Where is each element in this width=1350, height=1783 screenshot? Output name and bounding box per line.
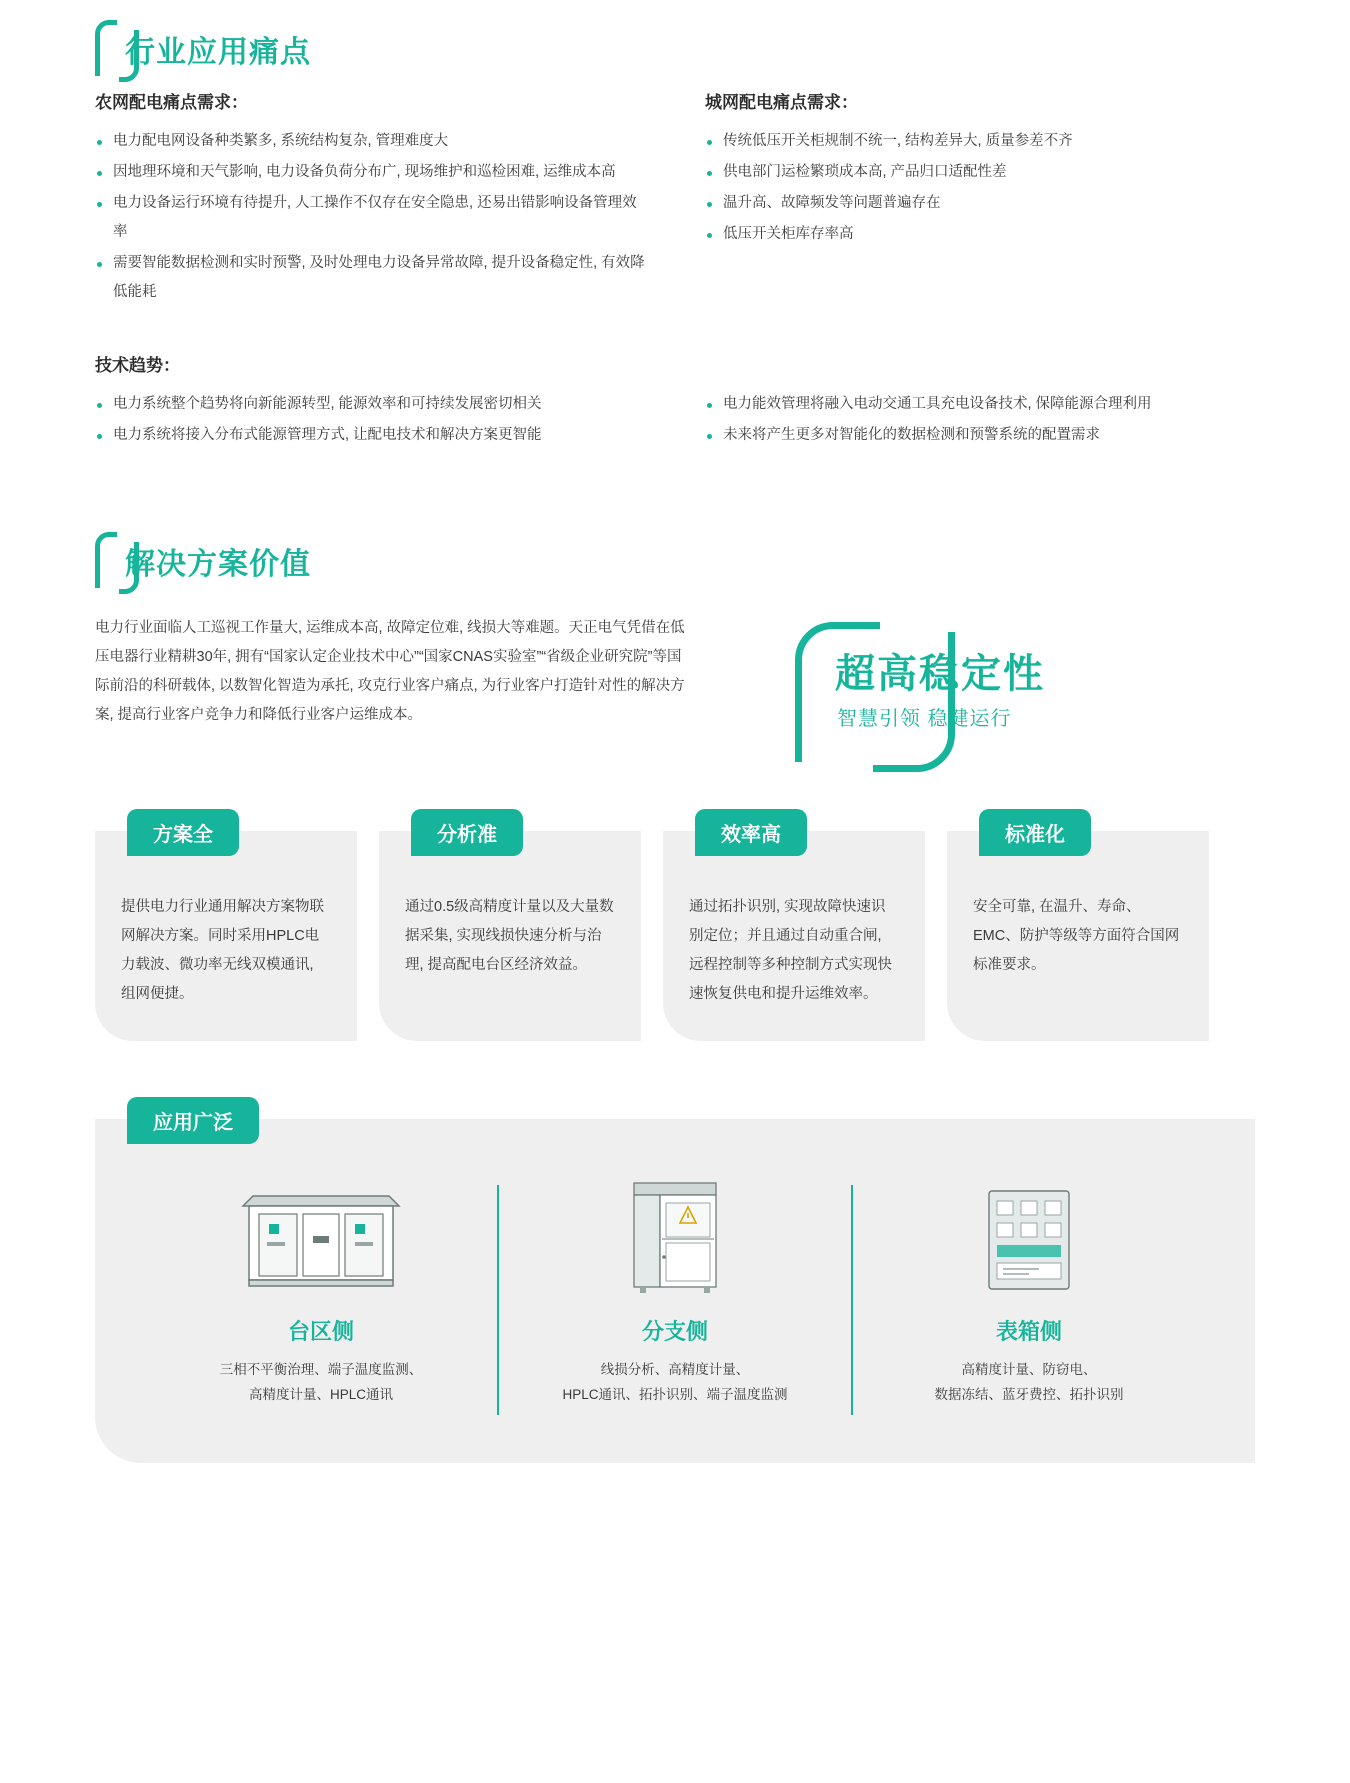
feature-text: 通过0.5级高精度计量以及大量数据采集, 实现线损快速分析与治理, 提高配电台区经济效益。 <box>405 899 614 973</box>
application-title: 表箱侧 <box>995 1319 1062 1344</box>
meter-box-icon <box>871 1175 1187 1295</box>
application-tag: 应用广泛 <box>127 1097 259 1144</box>
stability-badge-subtitle: 智慧引领 稳健运行 <box>837 708 1012 730</box>
feature-text: 通过拓扑识别, 实现故障快速识别定位；并且通过自动重合闸, 远程控制等多种控制方式实现快速恢复供电和提升运维效率。 <box>689 899 892 1002</box>
feature-cards <box>0 824 1350 1041</box>
solution-body <box>95 614 1255 789</box>
tech-trend-title: 技术趋势： <box>95 356 180 375</box>
solution-title: 解决方案价值 <box>125 548 311 581</box>
list-item: 因地理环境和天气影响, 电力设备负荷分布广, 现场维护和巡检困难, 运维成本高 <box>95 158 645 187</box>
feature-card <box>947 824 1209 1041</box>
tech-trend-right-list <box>705 390 1255 450</box>
list-item: 低压开关柜库存率高 <box>705 220 1255 249</box>
rural-painpoints-list <box>95 127 645 307</box>
tech-trend-block <box>95 351 1255 452</box>
painpoints-heading-row <box>95 18 1255 88</box>
list-item: 电力能效管理将融入电动交通工具充电设备技术, 保障能源合理利用 <box>705 390 1255 419</box>
solution-paragraph: 电力行业面临人工巡视工作量大, 运维成本高, 故障定位难, 线损大等难题。天正电气凭借在低压电器行业精耕30年, 拥有“国家认定企业技术中心”“国家CNAS实验室”“省级企业研究院”等国际前沿的科研载体, 以数智化智造为承托, 攻克行业客户痛点, 为行业客户打造针对性的解决方案, 提高行业客户竞争力和降低行业客户运维成本。 <box>95 620 685 723</box>
application-columns <box>125 1175 1225 1415</box>
feature-card <box>379 824 641 1041</box>
application-title: 台区侧 <box>287 1319 354 1344</box>
stability-badge <box>775 614 1195 789</box>
list-item: 电力设备运行环境有待提升, 人工操作不仅存在安全隐患, 还易出错影响设备管理效率 <box>95 189 645 247</box>
list-item: 电力系统将接入分布式能源管理方式, 让配电技术和解决方案更智能 <box>95 421 645 450</box>
feature-tag: 效率高 <box>695 809 807 856</box>
solution-heading-row <box>95 530 1255 600</box>
list-item: 电力系统整个趋势将向新能源转型, 能源效率和可持续发展密切相关 <box>95 390 645 419</box>
application-column-branch <box>499 1175 851 1415</box>
urban-painpoints-title: 城网配电痛点需求： <box>705 93 858 112</box>
stability-badge-title: 超高稳定性 <box>835 652 1045 696</box>
urban-painpoints-column <box>705 88 1255 309</box>
solution-value-section <box>0 530 1350 789</box>
application-desc: 高精度计量、防窃电、 数据冻结、蓝牙费控、拓扑识别 <box>934 1362 1124 1402</box>
rural-painpoints-title: 农网配电痛点需求： <box>95 93 248 112</box>
page-title: 行业应用痛点 <box>125 36 311 69</box>
list-item: 温升高、故障频发等问题普遍存在 <box>705 189 1255 218</box>
feature-card <box>95 824 357 1041</box>
tech-trend-left-list <box>95 390 645 450</box>
document-page <box>0 18 1350 1783</box>
feature-text: 安全可靠, 在温升、寿命、EMC、防护等级等方面符合国网标准要求。 <box>973 899 1180 973</box>
list-item: 需要智能数据检测和实时预警, 及时处理电力设备异常故障, 提升设备稳定性, 有效降低能耗 <box>95 249 645 307</box>
list-item: 传统低压开关柜规制不统一, 结构差异大, 质量参差不齐 <box>705 127 1255 156</box>
tech-trend-left-column <box>95 390 645 452</box>
rural-painpoints-column <box>95 88 645 309</box>
application-column-substation <box>145 1175 497 1415</box>
branch-cabinet-icon <box>517 1175 833 1295</box>
application-title: 分支侧 <box>641 1319 708 1344</box>
feature-tag: 分析准 <box>411 809 523 856</box>
list-item: 电力配电网设备种类繁多, 系统结构复杂, 管理难度大 <box>95 127 645 156</box>
tech-trend-right-column <box>705 390 1255 452</box>
urban-painpoints-list <box>705 127 1255 249</box>
list-item: 供电部门运检繁琐成本高, 产品归口适配性差 <box>705 158 1255 187</box>
feature-card <box>663 824 925 1041</box>
list-item: 未来将产生更多对智能化的数据检测和预警系统的配置需求 <box>705 421 1255 450</box>
application-desc: 线损分析、高精度计量、 HPLC通讯、拓扑识别、端子温度监测 <box>562 1362 788 1402</box>
application-column-meterbox <box>853 1175 1205 1415</box>
tech-trend-columns <box>95 390 1255 452</box>
substation-icon <box>163 1175 479 1295</box>
application-section <box>95 1112 1255 1463</box>
feature-tag: 标准化 <box>979 809 1091 856</box>
application-desc: 三相不平衡治理、端子温度监测、 高精度计量、HPLC通讯 <box>219 1362 423 1402</box>
feature-tag: 方案全 <box>127 809 239 856</box>
industry-painpoints-section <box>0 18 1350 452</box>
feature-text: 提供电力行业通用解决方案物联网解决方案。同时采用HPLC电力载波、微功率无线双模通讯, 组网便捷。 <box>121 899 324 1002</box>
painpoints-columns <box>95 88 1255 309</box>
